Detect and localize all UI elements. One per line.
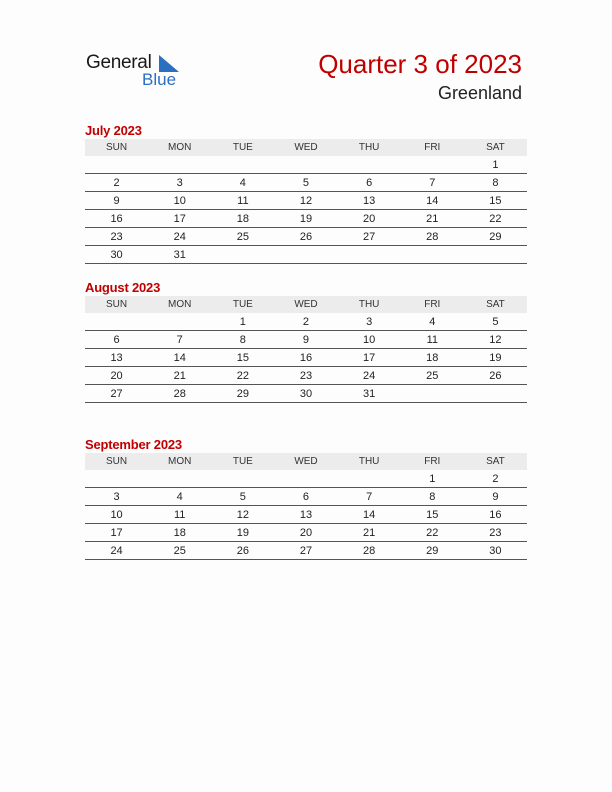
logo-blue-text: Blue — [142, 70, 177, 89]
weekday-header: SUN — [85, 453, 148, 470]
day-cell: 7 — [401, 174, 464, 192]
day-cell: 10 — [85, 506, 148, 524]
logo — [86, 52, 196, 92]
month-title: August 2023 — [85, 280, 161, 295]
day-cell: 24 — [148, 228, 211, 246]
day-cell: 22 — [464, 210, 527, 228]
day-cell: 18 — [211, 210, 274, 228]
day-cell: 20 — [85, 367, 148, 385]
weekday-header: THU — [338, 453, 401, 470]
day-cell: 17 — [85, 524, 148, 542]
day-cell — [211, 246, 274, 264]
day-cell: 3 — [85, 488, 148, 506]
week-row — [85, 349, 527, 367]
day-cell: 30 — [85, 246, 148, 264]
day-cell: 29 — [401, 542, 464, 560]
weekday-header: TUE — [211, 453, 274, 470]
week-row — [85, 331, 527, 349]
day-cell — [274, 470, 337, 488]
day-cell: 10 — [148, 192, 211, 210]
week-row — [85, 313, 527, 331]
day-cell: 19 — [464, 349, 527, 367]
week-row — [85, 228, 527, 246]
day-cell: 23 — [85, 228, 148, 246]
day-cell — [85, 313, 148, 331]
week-row — [85, 210, 527, 228]
day-cell: 17 — [148, 210, 211, 228]
day-cell — [464, 385, 527, 403]
day-cell: 15 — [211, 349, 274, 367]
week-row — [85, 524, 527, 542]
week-row — [85, 192, 527, 210]
day-cell: 31 — [338, 385, 401, 403]
day-cell: 28 — [148, 385, 211, 403]
day-cell: 26 — [274, 228, 337, 246]
month-july — [85, 122, 527, 264]
day-cell: 3 — [338, 313, 401, 331]
day-cell: 3 — [148, 174, 211, 192]
day-cell: 14 — [338, 506, 401, 524]
week-row — [85, 246, 527, 264]
day-cell: 2 — [274, 313, 337, 331]
day-cell: 13 — [274, 506, 337, 524]
weekday-header: MON — [148, 453, 211, 470]
day-cell — [148, 156, 211, 174]
day-cell: 1 — [211, 313, 274, 331]
day-cell: 9 — [274, 331, 337, 349]
day-cell: 11 — [148, 506, 211, 524]
day-cell: 9 — [85, 192, 148, 210]
day-cell: 4 — [211, 174, 274, 192]
week-row — [85, 470, 527, 488]
week-row — [85, 488, 527, 506]
day-cell: 22 — [211, 367, 274, 385]
day-cell: 19 — [211, 524, 274, 542]
weekday-header: TUE — [211, 139, 274, 156]
day-cell: 22 — [401, 524, 464, 542]
day-cell: 13 — [338, 192, 401, 210]
day-cell — [338, 470, 401, 488]
day-cell — [401, 246, 464, 264]
weekday-header: THU — [338, 296, 401, 313]
day-cell: 5 — [464, 313, 527, 331]
day-cell: 12 — [211, 506, 274, 524]
day-cell: 27 — [274, 542, 337, 560]
day-cell: 27 — [338, 228, 401, 246]
month-august — [85, 279, 527, 403]
day-cell: 20 — [338, 210, 401, 228]
logo-general-text: General — [86, 52, 152, 73]
month-september — [85, 436, 527, 560]
weekday-header: MON — [148, 139, 211, 156]
weekday-header: SAT — [464, 139, 527, 156]
day-cell: 7 — [148, 331, 211, 349]
day-cell — [211, 156, 274, 174]
day-cell: 30 — [464, 542, 527, 560]
day-cell: 10 — [338, 331, 401, 349]
weekday-header: FRI — [401, 453, 464, 470]
day-cell: 25 — [211, 228, 274, 246]
day-cell: 29 — [464, 228, 527, 246]
weekday-header: SUN — [85, 139, 148, 156]
day-cell: 5 — [274, 174, 337, 192]
month-title: September 2023 — [85, 437, 182, 452]
week-row — [85, 174, 527, 192]
day-cell: 8 — [211, 331, 274, 349]
calendar-table — [85, 453, 527, 560]
day-cell: 11 — [211, 192, 274, 210]
month-title: July 2023 — [85, 123, 142, 138]
day-cell: 8 — [464, 174, 527, 192]
day-cell: 16 — [85, 210, 148, 228]
day-cell: 15 — [401, 506, 464, 524]
day-cell: 28 — [401, 228, 464, 246]
day-cell: 11 — [401, 331, 464, 349]
day-cell — [148, 313, 211, 331]
day-cell: 14 — [401, 192, 464, 210]
day-cell: 7 — [338, 488, 401, 506]
weekday-header: WED — [274, 139, 337, 156]
country-name: Greenland — [437, 83, 522, 103]
day-cell: 1 — [464, 156, 527, 174]
day-cell: 4 — [401, 313, 464, 331]
day-cell: 17 — [338, 349, 401, 367]
weekday-header-row — [85, 296, 527, 313]
day-cell — [211, 470, 274, 488]
weekday-header: SAT — [464, 453, 527, 470]
day-cell: 14 — [148, 349, 211, 367]
day-cell: 6 — [338, 174, 401, 192]
day-cell — [401, 385, 464, 403]
day-cell: 28 — [338, 542, 401, 560]
weekday-header: MON — [148, 296, 211, 313]
day-cell: 4 — [148, 488, 211, 506]
day-cell: 16 — [464, 506, 527, 524]
day-cell: 25 — [148, 542, 211, 560]
day-cell: 29 — [211, 385, 274, 403]
day-cell: 6 — [85, 331, 148, 349]
weekday-header: FRI — [401, 296, 464, 313]
day-cell: 9 — [464, 488, 527, 506]
week-row — [85, 542, 527, 560]
day-cell: 21 — [401, 210, 464, 228]
calendar-table — [85, 296, 527, 403]
day-cell — [85, 470, 148, 488]
day-cell: 30 — [274, 385, 337, 403]
day-cell: 5 — [211, 488, 274, 506]
weekday-header: TUE — [211, 296, 274, 313]
day-cell: 26 — [211, 542, 274, 560]
day-cell: 2 — [85, 174, 148, 192]
day-cell: 13 — [85, 349, 148, 367]
weekday-header-row — [85, 139, 527, 156]
day-cell — [148, 470, 211, 488]
day-cell: 25 — [401, 367, 464, 385]
week-row — [85, 156, 527, 174]
day-cell: 31 — [148, 246, 211, 264]
day-cell: 24 — [85, 542, 148, 560]
day-cell: 23 — [274, 367, 337, 385]
week-row — [85, 385, 527, 403]
day-cell: 19 — [274, 210, 337, 228]
day-cell: 20 — [274, 524, 337, 542]
day-cell: 12 — [464, 331, 527, 349]
day-cell: 26 — [464, 367, 527, 385]
weekday-header: SAT — [464, 296, 527, 313]
weekday-header: THU — [338, 139, 401, 156]
week-row — [85, 367, 527, 385]
page-title: Quarter 3 of 2023 — [318, 49, 522, 79]
day-cell — [338, 156, 401, 174]
day-cell — [274, 246, 337, 264]
day-cell — [85, 156, 148, 174]
week-row — [85, 506, 527, 524]
day-cell: 8 — [401, 488, 464, 506]
day-cell: 21 — [148, 367, 211, 385]
day-cell: 24 — [338, 367, 401, 385]
day-cell: 27 — [85, 385, 148, 403]
day-cell — [401, 156, 464, 174]
weekday-header: FRI — [401, 139, 464, 156]
day-cell: 18 — [401, 349, 464, 367]
weekday-header: WED — [274, 296, 337, 313]
day-cell: 23 — [464, 524, 527, 542]
day-cell — [274, 156, 337, 174]
day-cell — [464, 246, 527, 264]
day-cell: 21 — [338, 524, 401, 542]
day-cell: 1 — [401, 470, 464, 488]
weekday-header: SUN — [85, 296, 148, 313]
day-cell: 16 — [274, 349, 337, 367]
calendar-table — [85, 139, 527, 264]
day-cell: 2 — [464, 470, 527, 488]
day-cell: 12 — [274, 192, 337, 210]
day-cell — [338, 246, 401, 264]
day-cell: 15 — [464, 192, 527, 210]
day-cell: 6 — [274, 488, 337, 506]
weekday-header-row — [85, 453, 527, 470]
day-cell: 18 — [148, 524, 211, 542]
weekday-header: WED — [274, 453, 337, 470]
